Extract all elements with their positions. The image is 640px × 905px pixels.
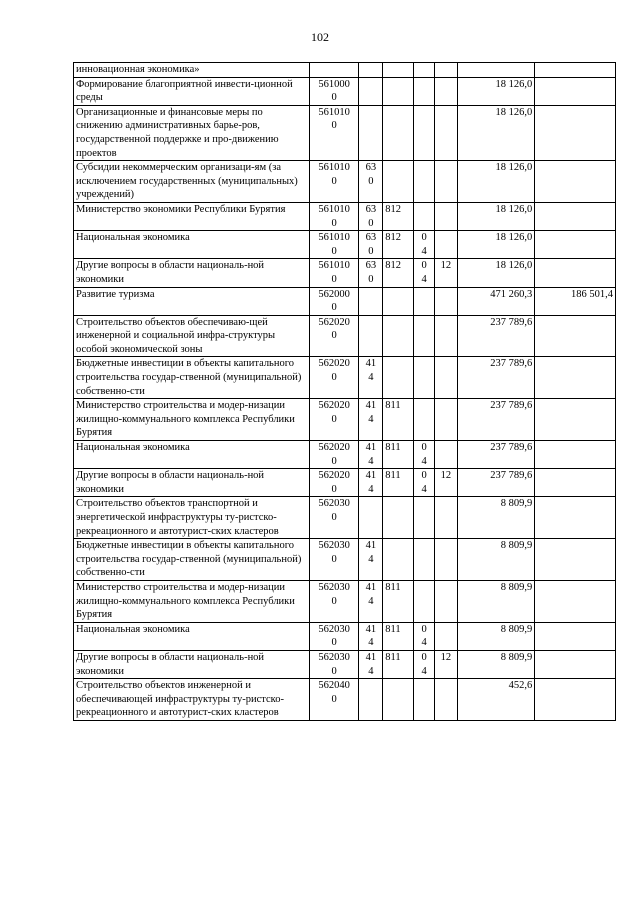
subsection-code-cell: [434, 357, 457, 399]
expense-type-code-cell: [359, 497, 383, 539]
amount-total-cell: 18 126,0: [457, 105, 535, 160]
table-row: [74, 679, 616, 721]
section-code-cell: 0 4: [414, 441, 435, 469]
amount-second-cell: [535, 63, 616, 78]
subsection-code-cell: [434, 497, 457, 539]
amount-total-cell: 18 126,0: [457, 161, 535, 203]
amount-second-cell: [535, 399, 616, 441]
target-article-code-cell: 562000 0: [309, 287, 359, 315]
expense-type-code-cell: 63 0: [359, 259, 383, 287]
subsection-code-cell: [434, 315, 457, 357]
section-code-cell: 0 4: [414, 231, 435, 259]
target-article-code-cell: 562020 0: [309, 399, 359, 441]
target-article-code-cell: 562020 0: [309, 469, 359, 497]
item-name-cell: Субсидии некоммерческим организаци-ям (за исключением государственных (муниципальных) учреждений): [74, 161, 310, 203]
ministry-code-cell: [383, 497, 414, 539]
target-article-code-cell: 561010 0: [309, 259, 359, 287]
section-code-cell: [414, 105, 435, 160]
ministry-code-cell: 811: [383, 622, 414, 650]
table-row: [74, 539, 616, 581]
table-row: [74, 497, 616, 539]
target-article-code-cell: 561000 0: [309, 77, 359, 105]
item-name-cell: Другие вопросы в области националь-ной экономики: [74, 259, 310, 287]
section-code-cell: [414, 539, 435, 581]
amount-total-cell: 237 789,6: [457, 441, 535, 469]
subsection-code-cell: 12: [434, 469, 457, 497]
section-code-cell: [414, 202, 435, 230]
target-article-code-cell: [309, 63, 359, 78]
amount-second-cell: [535, 161, 616, 203]
expense-type-code-cell: [359, 287, 383, 315]
item-name-cell: Развитие туризма: [74, 287, 310, 315]
section-code-cell: 0 4: [414, 622, 435, 650]
expense-type-code-cell: 63 0: [359, 202, 383, 230]
amount-total-cell: 18 126,0: [457, 231, 535, 259]
amount-total-cell: 237 789,6: [457, 399, 535, 441]
ministry-code-cell: [383, 105, 414, 160]
table-row: [74, 105, 616, 160]
target-article-code-cell: 562020 0: [309, 315, 359, 357]
ministry-code-cell: [383, 63, 414, 78]
target-article-code-cell: 562040 0: [309, 679, 359, 721]
item-name-cell: Бюджетные инвестиции в объекты капитального строительства государ-ственной (муниципальной) собственно-сти: [74, 539, 310, 581]
ministry-code-cell: 812: [383, 202, 414, 230]
expense-type-code-cell: [359, 315, 383, 357]
target-article-code-cell: 561010 0: [309, 231, 359, 259]
item-name-cell: Национальная экономика: [74, 622, 310, 650]
expense-type-code-cell: 41 4: [359, 357, 383, 399]
ministry-code-cell: [383, 539, 414, 581]
amount-total-cell: 237 789,6: [457, 469, 535, 497]
amount-second-cell: [535, 497, 616, 539]
table-row: [74, 315, 616, 357]
amount-total-cell: 237 789,6: [457, 357, 535, 399]
ministry-code-cell: 811: [383, 469, 414, 497]
item-name-cell: Строительство объектов транспортной и энергетической инфраструктуры ту-ристско-рекреационного и автотурист-ских кластеров: [74, 497, 310, 539]
table-row: [74, 202, 616, 230]
amount-second-cell: [535, 679, 616, 721]
expense-type-code-cell: [359, 105, 383, 160]
item-name-cell: Организационные и финансовые меры по снижению административных барье-ров, государственной поддержке и про-движению проектов: [74, 105, 310, 160]
table-row: [74, 580, 616, 622]
ministry-code-cell: [383, 161, 414, 203]
table-row: [74, 77, 616, 105]
ministry-code-cell: [383, 315, 414, 357]
expense-type-code-cell: 41 4: [359, 469, 383, 497]
section-code-cell: [414, 399, 435, 441]
subsection-code-cell: [434, 622, 457, 650]
table-row: [74, 622, 616, 650]
amount-second-cell: [535, 202, 616, 230]
section-code-cell: [414, 679, 435, 721]
amount-second-cell: [535, 259, 616, 287]
target-article-code-cell: 562030 0: [309, 650, 359, 678]
section-code-cell: [414, 315, 435, 357]
item-name-cell: Министерство строительства и модер-низации жилищно-коммунального комплекса Республики Бурятия: [74, 399, 310, 441]
amount-total-cell: 452,6: [457, 679, 535, 721]
amount-total-cell: 8 809,9: [457, 650, 535, 678]
amount-total-cell: 471 260,3: [457, 287, 535, 315]
expense-type-code-cell: 63 0: [359, 161, 383, 203]
section-code-cell: [414, 63, 435, 78]
item-name-cell: Формирование благоприятной инвести-ционной среды: [74, 77, 310, 105]
ministry-code-cell: 811: [383, 399, 414, 441]
target-article-code-cell: 562030 0: [309, 497, 359, 539]
amount-total-cell: 8 809,9: [457, 539, 535, 581]
target-article-code-cell: 561010 0: [309, 202, 359, 230]
subsection-code-cell: [434, 441, 457, 469]
target-article-code-cell: 562030 0: [309, 622, 359, 650]
expense-type-code-cell: [359, 77, 383, 105]
ministry-code-cell: 812: [383, 259, 414, 287]
amount-total-cell: 8 809,9: [457, 580, 535, 622]
amount-total-cell: 18 126,0: [457, 77, 535, 105]
subsection-code-cell: [434, 231, 457, 259]
amount-second-cell: [535, 77, 616, 105]
amount-second-cell: [535, 539, 616, 581]
section-code-cell: [414, 287, 435, 315]
ministry-code-cell: 811: [383, 650, 414, 678]
ministry-code-cell: 812: [383, 231, 414, 259]
amount-total-cell: 8 809,9: [457, 497, 535, 539]
section-code-cell: 0 4: [414, 259, 435, 287]
target-article-code-cell: 562020 0: [309, 441, 359, 469]
amount-total-cell: 8 809,9: [457, 622, 535, 650]
table-row: [74, 63, 616, 78]
item-name-cell: Национальная экономика: [74, 441, 310, 469]
item-name-cell: Министерство экономики Республики Бурятия: [74, 202, 310, 230]
amount-total-cell: [457, 63, 535, 78]
section-code-cell: [414, 77, 435, 105]
table-row: [74, 357, 616, 399]
expense-type-code-cell: 41 4: [359, 399, 383, 441]
amount-second-cell: [535, 441, 616, 469]
amount-second-cell: [535, 357, 616, 399]
expense-type-code-cell: 63 0: [359, 231, 383, 259]
table-row: [74, 231, 616, 259]
amount-second-cell: [535, 622, 616, 650]
item-name-cell: Строительство объектов обеспечиваю-щей инженерной и социальной инфра-структуры особой экономической зоны: [74, 315, 310, 357]
table-row: [74, 399, 616, 441]
expense-type-code-cell: [359, 679, 383, 721]
amount-second-cell: [535, 650, 616, 678]
section-code-cell: 0 4: [414, 650, 435, 678]
subsection-code-cell: [434, 679, 457, 721]
section-code-cell: 0 4: [414, 469, 435, 497]
section-code-cell: [414, 580, 435, 622]
ministry-code-cell: [383, 77, 414, 105]
ministry-code-cell: [383, 287, 414, 315]
item-name-cell: Бюджетные инвестиции в объекты капитального строительства государ-ственной (муниципальной) собственно-сти: [74, 357, 310, 399]
expense-type-code-cell: 41 4: [359, 441, 383, 469]
amount-second-cell: [535, 231, 616, 259]
table-row: [74, 259, 616, 287]
amount-total-cell: 18 126,0: [457, 259, 535, 287]
expense-type-code-cell: 41 4: [359, 580, 383, 622]
ministry-code-cell: 811: [383, 441, 414, 469]
amount-second-cell: [535, 469, 616, 497]
expense-type-code-cell: 41 4: [359, 650, 383, 678]
item-name-cell: Другие вопросы в области националь-ной экономики: [74, 469, 310, 497]
subsection-code-cell: [434, 539, 457, 581]
subsection-code-cell: [434, 105, 457, 160]
section-code-cell: [414, 357, 435, 399]
page-number: 102: [311, 30, 329, 44]
subsection-code-cell: [434, 287, 457, 315]
ministry-code-cell: [383, 357, 414, 399]
expense-type-code-cell: [359, 63, 383, 78]
amount-second-cell: 186 501,4: [535, 287, 616, 315]
subsection-code-cell: [434, 77, 457, 105]
subsection-code-cell: [434, 399, 457, 441]
amount-total-cell: 237 789,6: [457, 315, 535, 357]
amount-second-cell: [535, 580, 616, 622]
subsection-code-cell: [434, 202, 457, 230]
section-code-cell: [414, 161, 435, 203]
subsection-code-cell: [434, 580, 457, 622]
expense-type-code-cell: 41 4: [359, 539, 383, 581]
item-name-cell: инновационная экономика»: [74, 63, 310, 78]
target-article-code-cell: 562030 0: [309, 580, 359, 622]
target-article-code-cell: 561010 0: [309, 105, 359, 160]
item-name-cell: Строительство объектов инженерной и обеспечивающей инфраструктуры ту-ристско-рекреационного и автотурист-ских кластеров: [74, 679, 310, 721]
budget-table: [73, 62, 616, 721]
table-row: [74, 161, 616, 203]
table-row: [74, 441, 616, 469]
item-name-cell: Министерство строительства и модер-низации жилищно-коммунального комплекса Республики Бурятия: [74, 580, 310, 622]
target-article-code-cell: 562020 0: [309, 357, 359, 399]
table-row: [74, 287, 616, 315]
amount-total-cell: 18 126,0: [457, 202, 535, 230]
expense-type-code-cell: 41 4: [359, 622, 383, 650]
item-name-cell: Другие вопросы в области националь-ной экономики: [74, 650, 310, 678]
target-article-code-cell: 561010 0: [309, 161, 359, 203]
ministry-code-cell: 811: [383, 580, 414, 622]
subsection-code-cell: 12: [434, 259, 457, 287]
ministry-code-cell: [383, 679, 414, 721]
subsection-code-cell: [434, 63, 457, 78]
table-row: [74, 650, 616, 678]
amount-second-cell: [535, 315, 616, 357]
table-row: [74, 469, 616, 497]
item-name-cell: Национальная экономика: [74, 231, 310, 259]
subsection-code-cell: 12: [434, 650, 457, 678]
amount-second-cell: [535, 105, 616, 160]
target-article-code-cell: 562030 0: [309, 539, 359, 581]
section-code-cell: [414, 497, 435, 539]
subsection-code-cell: [434, 161, 457, 203]
